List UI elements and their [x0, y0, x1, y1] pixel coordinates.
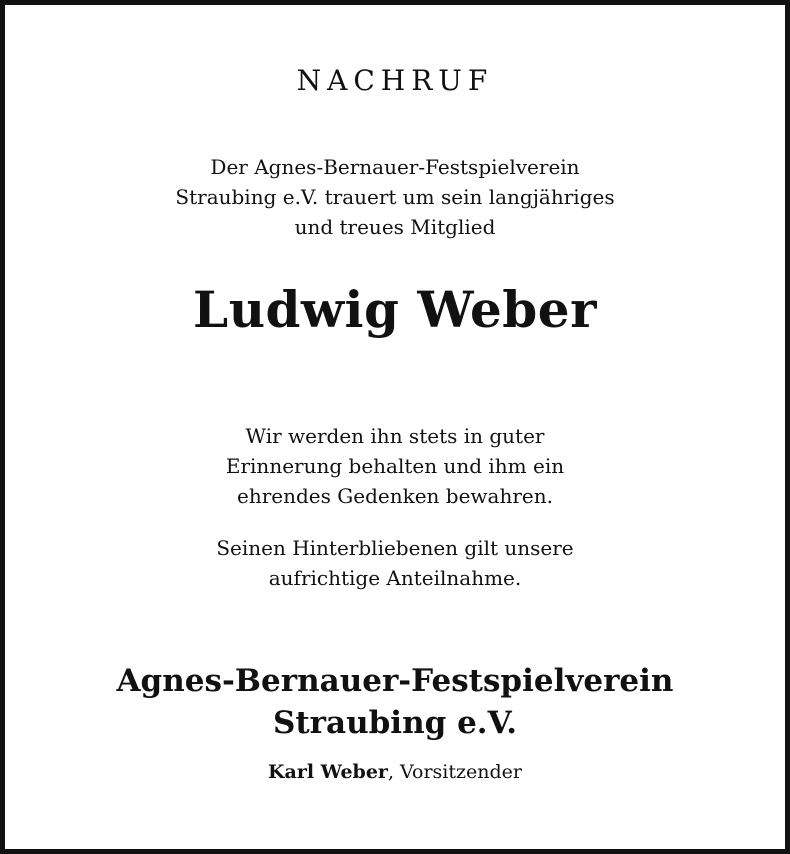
signatory-role: , Vorsitzender: [387, 761, 522, 783]
memory-line: Erinnerung behalten und ihm ein: [225, 454, 565, 478]
intro-text: [0, 152, 790, 242]
signatory-name: Karl Weber: [268, 761, 388, 783]
notice-heading: NACHRUF: [296, 64, 494, 97]
memory-line: Wir werden ihn stets in guter: [245, 424, 545, 448]
condolence-line: aufrichtige Anteilnahme.: [268, 566, 522, 590]
condolence-line: Seinen Hinterbliebenen gilt unsere: [216, 536, 574, 560]
condolence-text: [0, 533, 790, 593]
organization-line: Agnes-Bernauer-Festspielverein: [116, 663, 674, 699]
deceased-name: Ludwig Weber: [193, 280, 597, 339]
organization-name: [0, 660, 790, 744]
memory-line: ehrendes Gedenken bewahren.: [237, 484, 553, 508]
intro-line: Straubing e.V. trauert um sein langjähriges: [175, 185, 615, 209]
organization-line: Straubing e.V.: [272, 705, 518, 741]
intro-line: Der Agnes-Bernauer-Festspielverein: [210, 155, 580, 179]
intro-line: und treues Mitglied: [294, 215, 496, 239]
memory-text: [0, 421, 790, 511]
signature: [0, 757, 790, 787]
